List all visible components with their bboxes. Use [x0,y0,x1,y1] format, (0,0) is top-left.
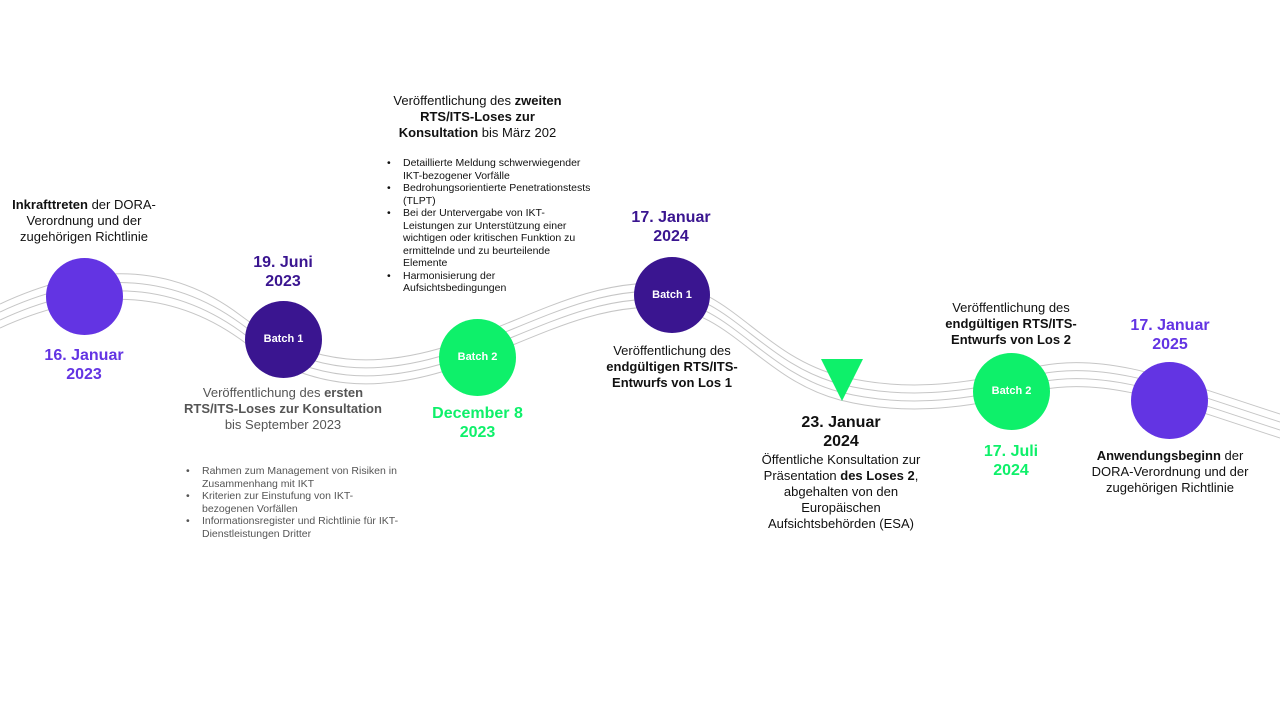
m2-bullet: • Rahmen zum Management von Risiken in Zusammenhang mit IKT [202,465,402,490]
m5-desc [761,452,921,532]
m3-desc [385,93,570,141]
m2-bullet-list [184,465,402,540]
m3-node-label: Batch 2 [457,351,498,363]
m4-node-label: Batch 1 [652,288,692,301]
m4-date: 17. Januar 2024 [631,209,711,245]
m1-circle [46,258,123,335]
m2-desc-bold: ersten RTS/ITS-Loses zur Konsultation [184,385,382,416]
m7-desc [1085,448,1255,496]
m2-desc-post: bis September 2023 [224,417,342,432]
m5-desc-pre: Öffentliche Konsultation zur Präsentation [761,452,921,483]
m4-desc-pre: Veröffentlichung des [613,343,731,358]
m3-bullet: • Detaillierte Meldung schwerwiegender IKT-bezogener Vorfälle [403,157,593,182]
m1-date: 16. Januar 2023 [44,347,124,383]
m2-circle [245,301,322,378]
m4-desc-bold: endgültigen RTS/ITS-Entwurfs von Los 1 [606,359,738,390]
m3-bullet: • Bedrohungsorientierte Penetrationstests (TLPT) [403,182,593,207]
m2-desc [183,385,383,433]
m6-circle [973,353,1050,430]
m3-bullet-list [385,157,593,295]
m7-desc-bold: Anwendungsbeginn [1096,448,1221,463]
m3-bullet: • Harmonisierung der Aufsichtsbedingungen [403,270,593,295]
m2-desc-pre: Veröffentlichung des [202,385,325,400]
m4-desc [593,343,751,391]
m2-bullet: • Informationsregister und Richtlinie für IKT-Dienstleistungen Dritter [202,515,402,540]
m3-desc-pre: Veröffentlichung des [393,93,515,108]
m3-desc-post: bis März 202 [478,125,557,140]
m7-circle [1131,362,1208,439]
m2-node-label: Batch 1 [263,333,304,345]
m4-circle [634,257,710,333]
m3-bullet: • Bei der Untervergabe von IKT-Leistungen zur Unterstützung einer wichtigen oder kritischen Funktion zu ermittelnde und zu beurteilende Elemente [403,207,593,270]
m3-date: December 8 2023 [432,405,523,441]
m6-desc-pre: Veröffentlichung des [952,300,1070,315]
m1-intro [0,197,168,245]
m1-intro-text: der DORA-Verordnung und der zugehörigen Richtlinie [20,197,156,244]
m6-desc-bold: endgültigen RTS/ITS-Entwurfs von Los 2 [945,316,1077,347]
m5-desc-post: , abgehalten von den Europäischen Aufsichtsbehörden (ESA) [768,468,919,531]
m5-desc-bold: des Loses 2 [840,468,915,483]
m2-bullet: • Kriterien zur Einstufung von IKT-bezogenen Vorfällen [202,490,402,515]
m6-desc [931,300,1091,348]
m6-date: 17. Juli 2024 [983,443,1039,479]
m1-intro-bold: Inkrafttreten [12,197,88,212]
m5-date: 23. Januar 2024 [801,414,881,450]
m7-date: 17. Januar 2025 [1130,317,1210,353]
m3-desc-bold: zweiten RTS/ITS-Loses zur Konsultation [398,93,562,140]
m7-desc-post: der DORA-Verordnung und der zugehörigen Richtlinie [1091,448,1249,495]
m3-circle [439,319,516,396]
m6-node-label: Batch 2 [991,385,1032,397]
m5-triangle-marker [821,359,863,401]
m2-date: 19. Juni 2023 [253,254,313,290]
